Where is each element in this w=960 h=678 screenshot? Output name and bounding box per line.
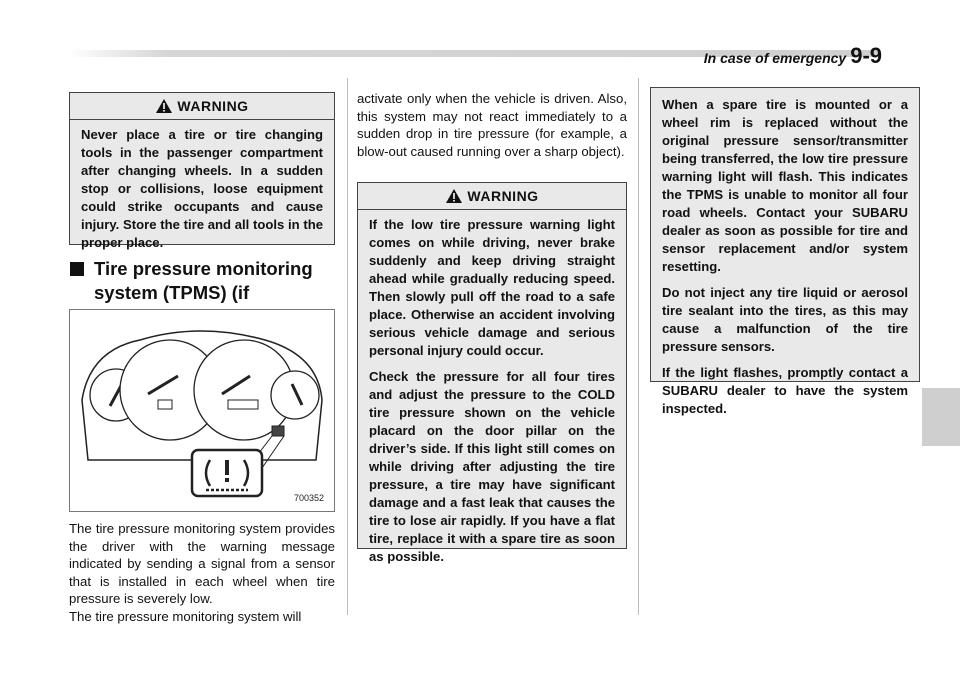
column-divider-2 — [638, 78, 639, 615]
warning-paragraph: If the low tire pressure warning light comes on while driving, never brake suddenly and keep driving straight ahead while gradually reducing speed. Then slowly pull off the road to a safe place. Otherwise an accident involving serious vehicle damage and serious personal injury could occur. — [369, 217, 615, 358]
section-heading-text: Tire pressure monitoring system (TPMS) (if — [94, 258, 313, 303]
page-header — [704, 43, 882, 69]
warning-paragraph: When a spare tire is mounted or a wheel rim is replaced without the original pressure sensor/transmitter being transferred, the low tire pressure warning light will flash. This indicates the TPMS is unable to monitor all four road wheels. Contact your SUBARU dealer as soon as possible for tire and sensor replacement and/or system resetting. — [662, 97, 908, 274]
tpms-body-text — [69, 520, 335, 625]
chapter-side-tab — [922, 388, 960, 446]
body-paragraph: The tire pressure monitoring system provides the driver with the warning message indicated by sending a signal from a sensor that is installed in each wheel when tire pressure is severely low. — [69, 521, 335, 606]
warning-triangle-icon — [445, 188, 463, 204]
warning-text — [70, 120, 334, 260]
warning-triangle-icon — [155, 98, 173, 114]
tpms-continued-text — [357, 90, 627, 160]
warning-paragraph: If the light flashes, promptly contact a SUBARU dealer to have the system inspected. — [662, 365, 908, 416]
warning-text — [651, 88, 919, 426]
warning-box-tools — [69, 92, 335, 250]
warning-label: WARNING — [177, 98, 249, 114]
warning-label: WARNING — [467, 188, 539, 204]
instrument-cluster-illustration — [70, 310, 334, 511]
body-paragraph: activate only when the vehicle is driven. Also, this system may not react immediately to a sudden drop in tire pressure (for example, a blow-out caused running over a sharp object). — [357, 91, 627, 159]
warning-header — [358, 183, 626, 210]
body-paragraph: The tire pressure monitoring system will — [69, 608, 302, 624]
section-bullet-icon — [70, 262, 84, 276]
column-divider-1 — [347, 78, 348, 615]
warning-paragraph: Check the pressure for all four tires and adjust the pressure to the COLD tire pressure shown on the vehicle placard on the door pillar on the driver’s side. If this light still comes on while driving after adjusting the tire pressure, a tire may have significant damage and a fast leak that causes the tire to lose air rapidly. If you have a flat tire, replace it with a spare tire as soon as possible. — [369, 369, 615, 564]
warning-paragraph: Never place a tire or tire changing tools in the passenger compartment after changing wheels. In a sudden stop or collisions, loose equipment could strike occupants and cause injury. Store the tire and all tools in the proper place. — [81, 127, 323, 250]
warning-box-tpms — [357, 182, 627, 564]
section-title: In case of emergency — [703, 50, 847, 66]
warning-box-continued — [650, 87, 920, 416]
figure-code: 700352 — [293, 493, 324, 503]
warning-text — [358, 210, 626, 574]
warning-header — [70, 93, 334, 120]
warning-paragraph: Do not inject any tire liquid or aerosol tire sealant into the tires, as this may cause a malfunction of the tire pressure sensors. — [662, 285, 908, 354]
instrument-cluster-figure — [69, 309, 335, 512]
page-number: 9-9 — [850, 43, 882, 68]
